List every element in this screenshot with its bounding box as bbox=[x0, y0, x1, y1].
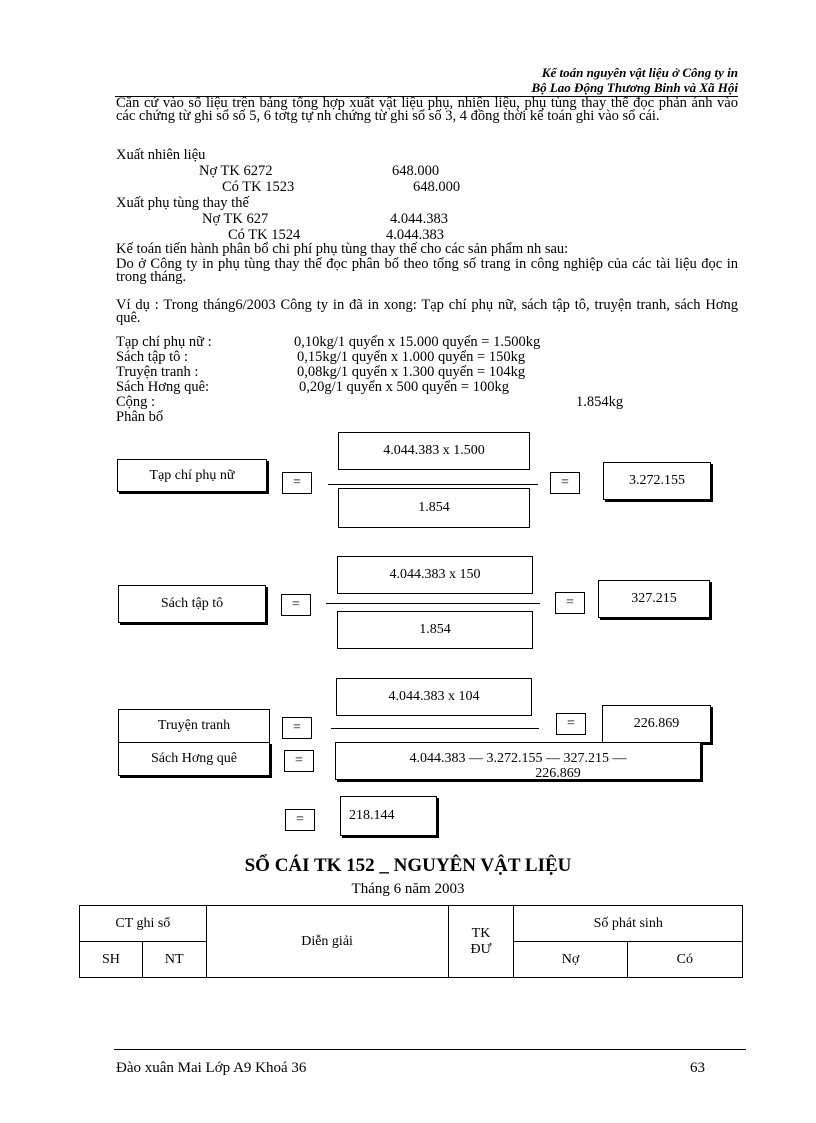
ledger-col-nt: NT bbox=[142, 942, 206, 978]
ledger-col-tk-line2: ĐƯ bbox=[470, 941, 492, 957]
para-allocation-intro: Kế toán tiến hành phân bổ chi phí phụ tùng thay thế cho các sản phẩm nh sau: bbox=[116, 241, 569, 257]
parts-credit: Có TK 1524 bbox=[228, 227, 301, 243]
alloc-label-countryside: Sách Hơng quê bbox=[118, 742, 270, 776]
equals-sign: = bbox=[555, 592, 585, 614]
alloc-label-magazine: Tạp chí phụ nữ bbox=[117, 459, 267, 492]
ledger-col-amount: Số phát sinh bbox=[514, 906, 743, 942]
alloc-denominator-magazine: 1.854 bbox=[338, 488, 530, 528]
product-calc: 0,20g/1 quyển x 500 quyển = 100kg bbox=[299, 379, 509, 395]
para-example: Ví dụ : Trong tháng6/2003 Công ty in đã in xong: Tạp chí phụ nữ, sách tập tô, truyện tranh, sách Hơng quê. bbox=[116, 297, 738, 327]
ledger-col-debit: Nợ bbox=[514, 942, 627, 978]
intro-paragraph: Căn cứ vào số liệu trên bảng tổng hợp xuất vật liệu phụ, nhiên liệu, phụ tùng thay thế đọc phản ánh vào các chứng từ ghi sổ số 5, 6 tơtg tự nh chứng từ ghi sổ số 3, 4 đồng thời kế toán ghi vào sổ cái. bbox=[116, 95, 738, 125]
alloc-numerator-comics: 4.044.383 x 104 bbox=[336, 678, 532, 716]
header-line-2: Bộ Lao Động Thương Binh và Xã Hội bbox=[531, 80, 738, 95]
product-total-label: Cộng : bbox=[116, 394, 156, 410]
ledger-col-credit: Có bbox=[627, 942, 742, 978]
ledger-subtitle: Tháng 6 năm 2003 bbox=[351, 881, 465, 897]
footer-author: Đào xuân Mai Lớp A9 Khoá 36 bbox=[116, 1060, 307, 1076]
alloc-result-magazine: 3.272.155 bbox=[603, 462, 711, 500]
alloc-result-comics: 226.869 bbox=[602, 705, 711, 743]
ledger-title: SỔ CÁI TK 152 _ NGUYÊN VẬT LIỆU bbox=[244, 855, 572, 876]
product-name: Tạp chí phụ nữ : bbox=[116, 334, 212, 350]
product-total-value: 1.854kg bbox=[576, 394, 624, 410]
fuel-credit: Có TK 1523 bbox=[222, 179, 295, 195]
parts-credit-amount: 4.044.383 bbox=[386, 227, 444, 243]
header-line-1: Kế toán nguyên vật liệu ở Công ty in bbox=[541, 65, 738, 80]
alloc-result-workbook: 327.215 bbox=[598, 580, 710, 618]
expression-tail: 226.869 bbox=[535, 766, 581, 780]
alloc-label-workbook: Sách tập tô bbox=[118, 585, 266, 623]
fuel-debit: Nợ TK 6272 bbox=[199, 163, 273, 179]
product-calc: 0,10kg/1 quyển x 15.000 quyển = 1.500kg bbox=[294, 334, 541, 350]
parts-debit: Nợ TK 627 bbox=[202, 211, 269, 227]
ledger-col-desc: Diễn giải bbox=[206, 906, 448, 978]
fuel-debit-amount: 648.000 bbox=[392, 163, 440, 179]
allocation-label: Phân bổ bbox=[116, 409, 164, 425]
ledger-col-ct: CT ghi sổ bbox=[80, 906, 207, 942]
parts-debit-amount: 4.044.383 bbox=[390, 211, 448, 227]
page-number: 63 bbox=[690, 1060, 705, 1076]
product-name: Truyện tranh : bbox=[116, 364, 199, 380]
fuel-title: Xuất nhiên liệu bbox=[116, 147, 206, 163]
product-name: Sách Hơng quê: bbox=[116, 379, 210, 395]
equals-sign: = bbox=[285, 809, 315, 831]
ledger-table bbox=[79, 905, 743, 978]
para-allocation-basis: Do ở Công ty in phụ tùng thay thế đọc phân bổ theo tổng số trang in công nghiệp của các tài liệu đọc in trong tháng. bbox=[116, 256, 738, 286]
fuel-credit-amount: 648.000 bbox=[413, 179, 461, 195]
fraction-bar bbox=[328, 484, 538, 485]
equals-sign: = bbox=[282, 717, 312, 739]
footer-divider bbox=[114, 1049, 746, 1050]
equals-sign: = bbox=[282, 472, 312, 494]
ledger-col-tk bbox=[448, 906, 514, 978]
alloc-expression-countryside bbox=[335, 742, 701, 780]
equals-sign: = bbox=[284, 750, 314, 772]
equals-sign: = bbox=[550, 472, 580, 494]
equals-sign: = bbox=[556, 713, 586, 735]
fraction-bar bbox=[331, 728, 539, 729]
product-calc: 0,08kg/1 quyển x 1.300 quyển = 104kg bbox=[297, 364, 526, 380]
product-calc: 0,15kg/1 quyển x 1.000 quyển = 150kg bbox=[297, 349, 526, 365]
ledger-col-sh: SH bbox=[80, 942, 143, 978]
alloc-numerator-magazine: 4.044.383 x 1.500 bbox=[338, 432, 530, 470]
parts-title: Xuất phụ tùng thay thế bbox=[116, 195, 249, 211]
alloc-numerator-workbook: 4.044.383 x 150 bbox=[337, 556, 533, 594]
expression-text: 4.044.383 — 3.272.155 — 327.215 — bbox=[409, 751, 627, 766]
table-row bbox=[80, 906, 743, 942]
alloc-label-comics: Truyện tranh bbox=[118, 709, 270, 743]
fraction-bar bbox=[326, 603, 540, 604]
alloc-result-countryside: 218.144 bbox=[340, 796, 437, 836]
alloc-denominator-workbook: 1.854 bbox=[337, 611, 533, 649]
product-name: Sách tập tô : bbox=[116, 349, 189, 365]
equals-sign: = bbox=[281, 594, 311, 616]
ledger-col-tk-line1: TK bbox=[471, 925, 491, 941]
